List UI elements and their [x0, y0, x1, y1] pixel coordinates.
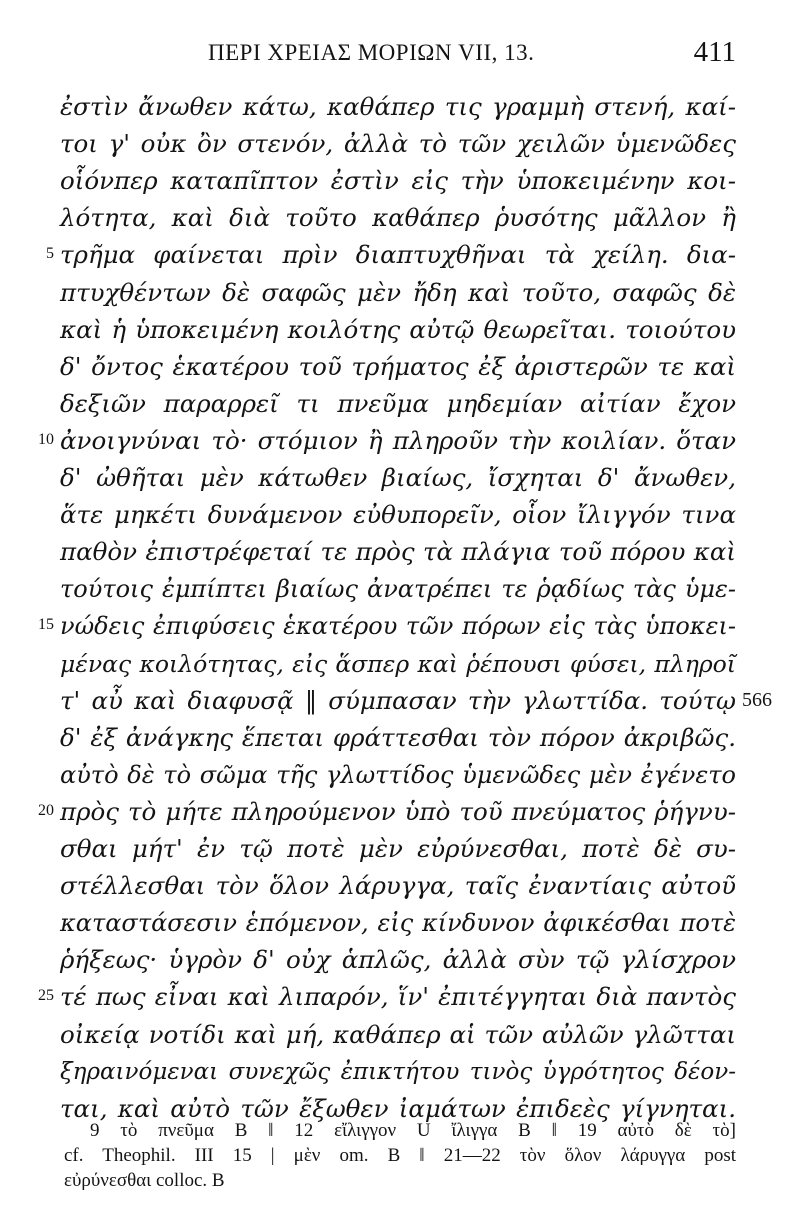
text-line [60, 570, 736, 608]
line-text: μένας κοιλότητας, εἰς ἅσπερ καὶ ῥέπουσι φύσει, πληροῖ [60, 649, 736, 678]
line-number: 5 [46, 245, 54, 263]
apparatus-text: cf. Theophil. III 15 | μὲν om. B ‖ 21—22 τὸν ὅλον λάρυγγα post [64, 1145, 736, 1166]
text-line [60, 682, 772, 720]
text-line [38, 978, 736, 1016]
text-line [38, 607, 736, 645]
line-text: δεξιῶν παραρρεῖ τι πνεῦμα μηδεμίαν αἰτίαν ἔχον [60, 388, 736, 418]
line-text: τ' αὖ καὶ διαφυσᾷ ‖ σύμπασαν τὴν γλωττίδα. τούτῳ [60, 685, 736, 715]
line-text: στέλλεσθαι τὸν ὅλον λάρυγγα, ταῖς ἐναντίαις αὐτοῦ [60, 871, 736, 901]
margin-page-reference: 566 [742, 688, 772, 711]
apparatus-text: 9 τὸ πνεῦμα B ‖ 12 εἴλιγγον U ἴλιγγα B ‖ 19 αὐτὸ δὲ τὸ] [90, 1120, 736, 1141]
running-head [60, 34, 736, 74]
text-line [60, 496, 736, 534]
text-line [60, 645, 736, 683]
apparatus-line [64, 1119, 736, 1143]
text-line [60, 904, 736, 942]
line-text: καὶ ἡ ὑποκειμένη κοιλότης αὐτῷ θεωρεῖται. τοιούτου [60, 314, 736, 344]
line-text: αὐτὸ δὲ τὸ σῶμα τῆς γλωττίδος ὑμενῶδες μὲν ἐγένετο [60, 760, 736, 789]
text-line [60, 533, 736, 571]
line-text: δ' ὠθῆται μὲν κάτωθεν βιαίως, ἴσχηται δ' ἄνωθεν, [60, 463, 736, 492]
text-line [60, 941, 736, 979]
line-text: ἀνοιγνύναι τὸ· στόμιον ἢ πληροῦν τὴν κοιλίαν. ὅταν [60, 425, 736, 455]
text-line [60, 459, 736, 497]
line-text: οἷόνπερ καταπῖπτον ἐστὶν εἰς τὴν ὑποκειμένην κοι- [60, 166, 736, 196]
text-line [60, 867, 736, 905]
text-line [46, 236, 736, 274]
apparatus-text: εὐρύνεσθαι colloc. B [64, 1170, 225, 1191]
text-line [60, 756, 736, 794]
running-head-title: ΠΕΡΙ ΧΡΕΙΑΣ ΜΟΡΙΩΝ VII, 13. [208, 40, 535, 65]
line-number: 20 [38, 801, 54, 819]
text-line [60, 199, 736, 237]
line-number: 25 [38, 987, 54, 1005]
line-text: ῥήξεως· ὑγρὸν δ' οὐχ ἁπλῶς, ἀλλὰ σὺν τῷ γλίσχρον [60, 945, 736, 975]
line-text: παθὸν ἐπιστρέφεταί τε πρὸς τὰ πλάγια τοῦ πόρου καὶ [60, 537, 736, 567]
text-line [60, 719, 736, 757]
text-line [60, 1016, 736, 1054]
text-line [60, 1053, 736, 1091]
line-number: 10 [38, 430, 54, 448]
line-number: 15 [38, 616, 54, 634]
line-text: ἅτε μηκέτι δυνάμενον εὐθυπορεῖν, οἷον ἴλιγγόν τινα [60, 500, 736, 530]
text-line [60, 274, 736, 312]
text-line [38, 422, 736, 460]
line-text: τούτοις ἐμπίπτει βιαίως ἀνατρέπει τε ῥᾳδίως τὰς ὑμε- [60, 575, 736, 604]
line-text: σθαι μήτ' ἐν τῷ ποτὲ μὲν εὐρύνεσθαι, ποτὲ δὲ συ- [60, 834, 736, 863]
line-text: πρὸς τὸ μήτε πληρούμενον ὑπὸ τοῦ πνεύματος ῥήγνυ- [60, 796, 736, 826]
line-text: δ' ὄντος ἑκατέρου τοῦ τρήματος ἐξ ἀριστερῶν τε καὶ [60, 351, 736, 381]
line-text: τοι γ' οὐκ ὂν στενόν, ἀλλὰ τὸ τῶν χειλῶν ὑμενῶδες [60, 129, 736, 159]
line-text: τρῆμα φαίνεται πρὶν διαπτυχθῆναι τὰ χείλη. δια- [60, 240, 736, 270]
line-text: καταστάσεσιν ἑπόμενον, εἰς κίνδυνον ἀφικέσθαι ποτὲ [60, 909, 736, 938]
line-text: νώδεις ἐπιφύσεις ἑκατέρου τῶν πόρων εἰς τὰς ὑποκει- [60, 612, 736, 641]
text-line [60, 311, 736, 349]
line-text: οἰκείᾳ νοτίδι καὶ μή, καθάπερ αἱ τῶν αὐλῶν γλῶτται [60, 1019, 736, 1049]
text-line [60, 88, 736, 126]
text-line [60, 162, 736, 200]
line-text: πτυχθέντων δὲ σαφῶς μὲν ἤδη καὶ τοῦτο, σαφῶς δὲ [60, 277, 736, 307]
line-text: λότητα, καὶ διὰ τοῦτο καθάπερ ῥυσότης μᾶλλον ἢ [60, 203, 736, 233]
line-text: ξηραινόμεναι συνεχῶς ἐπικτήτου τινὸς ὑγρότητος δέον- [60, 1058, 736, 1085]
apparatus-line [64, 1144, 736, 1168]
text-line [60, 830, 736, 868]
text-line [38, 793, 736, 831]
line-text: ἐστὶν ἄνωθεν κάτω, καθάπερ τις γραμμὴ στενή, καί- [60, 92, 736, 121]
text-line [60, 125, 736, 163]
text-line [60, 348, 736, 386]
page-number: 411 [693, 36, 736, 68]
apparatus-line [64, 1169, 736, 1193]
line-text: τέ πως εἶναι καὶ λιπαρόν, ἵν' ἐπιτέγγηται διὰ παντὸς [60, 982, 736, 1012]
text-line [60, 385, 736, 423]
line-text: ται, καὶ αὐτὸ τῶν ἔξωθεν ἰαμάτων ἐπιδεὲς γίγνηται. [60, 1093, 736, 1123]
line-text: δ' ἐξ ἀνάγκης ἕπεται φράττεσθαι τὸν πόρον ἀκριβῶς. [60, 722, 736, 752]
